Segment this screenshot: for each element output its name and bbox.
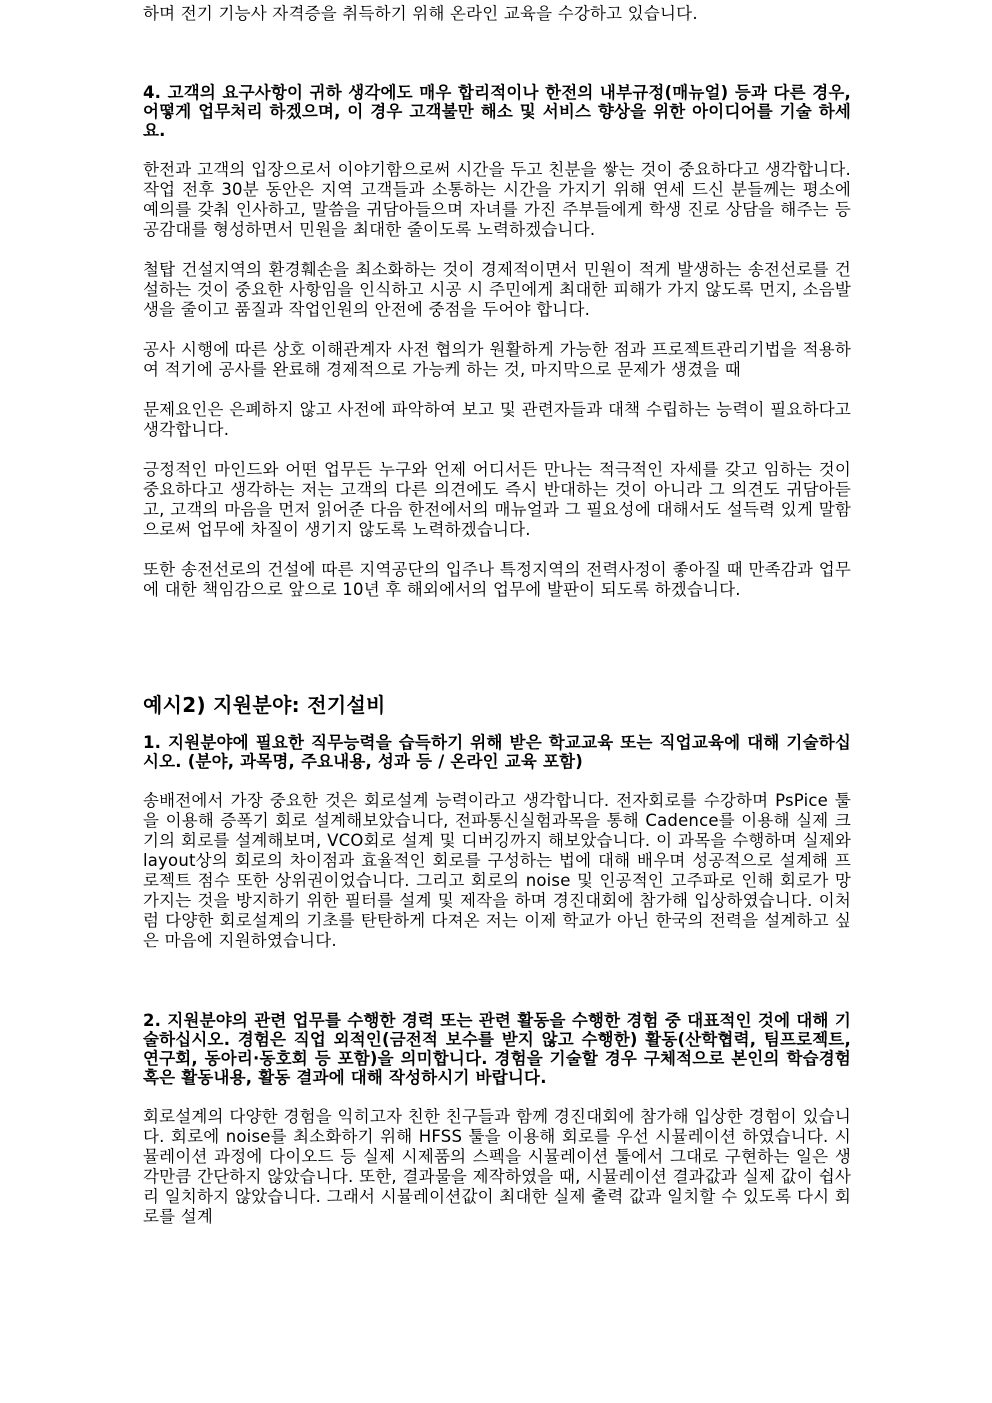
q4-answer-6: 또한 송전선로의 건설에 따른 지역공단의 입주나 특정지역의 전력사정이 좋아질 때 만족감과 업무에 대한 책임감으로 앞으로 10년 후 해외에서의 업무에 발판이 되도록 하겠습니다. <box>143 560 851 599</box>
q4-answer-2: 철탑 건설지역의 환경훼손을 최소화하는 것이 경제적이면서 민원이 적게 발생하는 송전선로를 건설하는 것이 중요한 사항임을 인식하고 시공 시 주민에게 최대한 피해가 가지 않도록 먼지, 소음발생을 줄이고 품질과 작업인원의 안전에 중점을 두어야 합니다. <box>143 260 851 319</box>
example2-q2-question: 2. 지원분야의 관련 업무를 수행한 경력 또는 관련 활동을 수행한 경험 중 대표적인 것에 대해 기술하십시오. 경험은 직업 외적인(금전적 보수를 받지 않고 수행한) 활동(산학협력, 팀프로젝트, 연구회, 동아리·동호회 등 포함)을 의미합니다. 경험을 기술할 경우 구체적으로 본인의 학습경험 혹은 활동내용, 활동 결과에 대해 작성하시기 바랍니다. <box>143 1011 851 1087</box>
q4-answer-1: 한전과 고객의 입장으로서 이야기함으로써 시간을 두고 친분을 쌓는 것이 중요하다고 생각합니다. 작업 전후 30분 동안은 지역 고객들과 소통하는 시간을 가지기 위해 연세 드신 분들께는 평소에 예의를 갖춰 인사하고, 말씀을 귀담아들으며 자녀를 가진 주부들에게 학생 진로 상담을 해주는 등 공감대를 형성하면서 민원을 최대한 줄이도록 노력하겠습니다. <box>143 160 851 239</box>
q4-answer-4: 문제요인은 은폐하지 않고 사전에 파악하여 보고 및 관련자들과 대책 수립하는 능력이 필요하다고 생각합니다. <box>143 400 851 439</box>
q4-answer-5: 긍정적인 마인드와 어떤 업무든 누구와 언제 어디서든 만나는 적극적인 자세를 갖고 임하는 것이 중요하다고 생각하는 저는 고객의 다른 의견에도 즉시 반대하는 것이 아니라 그 의견도 귀담아듣고, 고객의 마음을 먼저 읽어준 다음 한전에서의 매뉴얼과 그 필요성에 대해서도 설득력 있게 말함으로써 업무에 차질이 생기지 않도록 노력하겠습니다. <box>143 460 851 539</box>
q4-question: 4. 고객의 요구사항이 귀하 생각에도 매우 합리적이나 한전의 내부규정(매뉴얼) 등과 다른 경우, 어떻게 업무처리 하겠으며, 이 경우 고객불만 해소 및 서비스 향상을 위한 아이디어를 기술 하세요. <box>143 83 851 140</box>
q4-answer-3: 공사 시행에 따른 상호 이해관계자 사전 협의가 원활하게 가능한 점과 프로젝트관리기법을 적용하여 적기에 공사를 완료해 경제적으로 가능케 하는 것, 마지막으로 문제가 생겼을 때 <box>143 340 851 379</box>
example2-q1-question: 1. 지원분야에 필요한 직무능력을 습득하기 위해 받은 학교교육 또는 직업교육에 대해 기술하십시오. (분야, 과목명, 주요내용, 성과 등 / 온라인 교육 포함) <box>143 733 851 771</box>
document-page <box>143 4 851 1227</box>
intro-tail-paragraph: 하며 전기 기능사 자격증을 취득하기 위해 온라인 교육을 수강하고 있습니다. <box>143 4 698 23</box>
example2-q2-answer: 회로설계의 다양한 경험을 익히고자 친한 친구들과 함께 경진대회에 참가해 입상한 경험이 있습니다. 회로에 noise를 최소화하기 위해 HFSS 툴을 이용해 회로를 우선 시뮬레이션 하였습니다. 시뮬레이션 과정에 다이오드 등 실제 시제품의 스펙을 시뮬레이션 툴에서 그대로 구현하는 일은 생각만큼 간단하지 않았습니다. 또한, 결과물을 제작하였을 때, 시뮬레이션 결과값과 실제 값이 쉽사리 일치하지 않았습니다. 그래서 시뮬레이션값이 최대한 실제 출력 값과 일치할 수 있도록 다시 회로를 설계 <box>143 1107 851 1226</box>
example2-title: 예시2) 지원분야: 전기설비 <box>143 693 386 717</box>
example2-q1-answer: 송배전에서 가장 중요한 것은 회로설계 능력이라고 생각합니다. 전자회로를 수강하며 PsPice 툴을 이용해 증폭기 회로 설계해보았습니다, 전파통신실험과목을 통해 Cadence를 이용해 실제 크기의 회로를 설계해보며, VCO회로 설계 및 디버깅까지 해보았습니다. 이 과목을 수행하며 실제와 layout상의 회로의 차이점과 효율적인 회로를 구성하는 법에 대해 배우며 성공적으로 설계해 프로젝트 점수 또한 상위권이었습니다. 그리고 회로의 noise 및 인공적인 고주파로 인해 회로가 망가지는 것을 방지하기 위한 필터를 설계 및 제작을 하며 경진대회에 참가해 입상하였습니다. 이처럼 다양한 회로설계의 기초를 탄탄하게 다져온 저는 이제 학교가 아닌 한국의 전력을 설계하고 싶은 마음에 지원하였습니다. <box>143 791 851 950</box>
